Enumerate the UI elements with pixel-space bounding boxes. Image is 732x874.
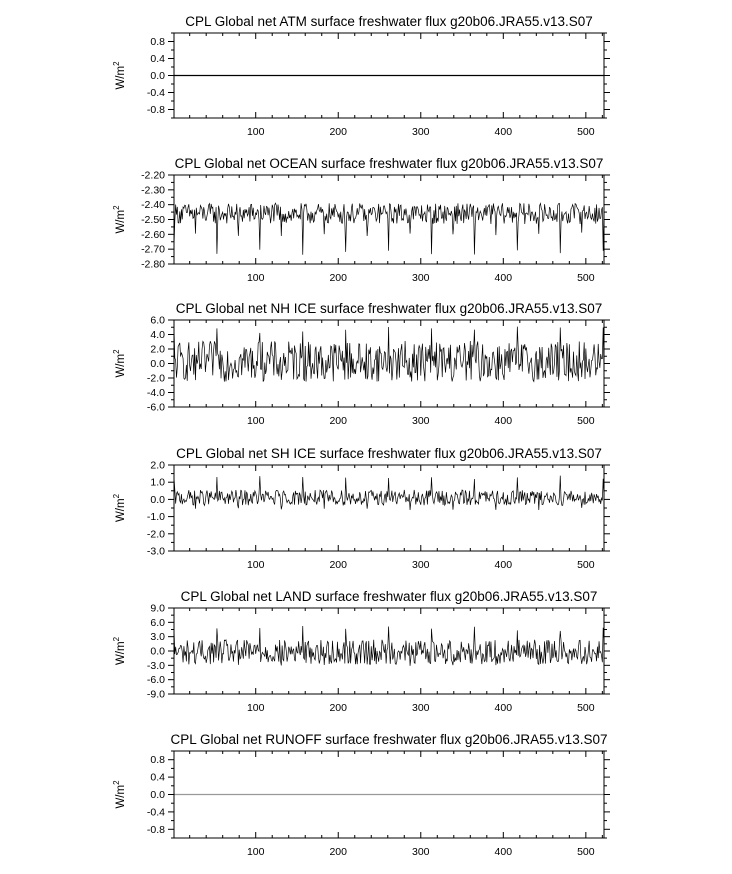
y-axis-label-unit: W/m xyxy=(115,65,127,90)
x-tick-label: 300 xyxy=(412,846,430,858)
y-tick-label: -3.0 xyxy=(146,659,165,672)
y-axis-label-superscript: 2 xyxy=(112,780,121,785)
y-tick-label: -0.4 xyxy=(146,87,165,99)
x-tick-label: 400 xyxy=(494,702,513,714)
y-tick-label: 0.0 xyxy=(150,789,165,801)
x-tick-label: 500 xyxy=(577,846,595,858)
y-tick-label: -2.0 xyxy=(146,528,165,541)
y-tick-label: 6.0 xyxy=(150,616,165,629)
y-tick-label: -6.0 xyxy=(146,674,165,687)
y-tick-label: -6.0 xyxy=(146,401,165,414)
y-axis-label-superscript: 2 xyxy=(112,205,121,210)
y-tick-label: 3.0 xyxy=(150,631,165,644)
y-axis-label-unit: W/m xyxy=(115,209,127,234)
y-tick-label: 0.0 xyxy=(150,70,165,82)
x-tick-label: 200 xyxy=(329,272,348,284)
x-tick-label: 400 xyxy=(494,415,513,427)
y-tick-label: 0.4 xyxy=(150,53,165,65)
y-tick-label: -2.50 xyxy=(141,214,165,226)
x-tick-label: 200 xyxy=(329,415,348,427)
x-tick-label: 300 xyxy=(412,272,430,284)
y-tick-label: -4.0 xyxy=(146,387,165,399)
chart-panel-5 xyxy=(112,589,610,714)
x-tick-label: 100 xyxy=(246,702,265,714)
series-line xyxy=(174,203,604,255)
y-axis-label-superscript: 2 xyxy=(112,636,121,642)
x-tick-label: 200 xyxy=(329,702,348,714)
x-tick-label: 300 xyxy=(412,559,430,571)
chart-panel-6 xyxy=(112,732,610,858)
y-axis-label-unit: W/m xyxy=(115,641,127,666)
x-tick-label: 500 xyxy=(577,126,595,138)
y-tick-label: 1.0 xyxy=(150,476,165,489)
chart-title: CPL Global net NH ICE surface freshwater flux g20b06.JRA55.v13.S07 xyxy=(175,301,603,316)
y-tick-label: 9.0 xyxy=(150,602,165,615)
y-tick-label: 2.0 xyxy=(150,343,165,356)
x-tick-label: 100 xyxy=(246,415,265,427)
y-tick-label: -2.30 xyxy=(141,184,165,197)
y-tick-label: -2.0 xyxy=(146,372,165,385)
x-tick-label: 100 xyxy=(246,846,265,858)
y-tick-label: -0.8 xyxy=(146,823,165,836)
y-tick-label: 0.0 xyxy=(150,645,165,658)
y-tick-label: 0.0 xyxy=(150,493,165,506)
y-axis-label-unit: W/m xyxy=(115,353,127,378)
y-tick-label: -1.0 xyxy=(146,511,165,524)
x-tick-label: 500 xyxy=(577,415,595,427)
y-tick-label: 0.8 xyxy=(150,36,165,48)
y-tick-label: -0.8 xyxy=(146,104,165,116)
y-axis-label xyxy=(112,349,127,378)
chart-title: CPL Global net OCEAN surface freshwater flux g20b06.JRA55.v13.S07 xyxy=(174,156,604,171)
y-tick-label: -2.70 xyxy=(141,243,165,256)
x-tick-label: 400 xyxy=(494,846,513,858)
chart-panel-1 xyxy=(112,14,610,138)
y-tick-label: 0.0 xyxy=(150,358,165,370)
y-tick-label: -2.20 xyxy=(141,169,165,182)
y-axis-label xyxy=(112,205,127,234)
chart-title: CPL Global net ATM surface freshwater flux g20b06.JRA55.v13.S07 xyxy=(185,14,593,29)
y-tick-label: -2.80 xyxy=(141,258,165,271)
y-tick-label: 0.8 xyxy=(150,754,165,767)
y-axis-label xyxy=(112,780,127,809)
series-line xyxy=(174,327,604,382)
x-tick-label: 500 xyxy=(577,559,595,571)
y-axis-label-unit: W/m xyxy=(115,498,127,523)
y-tick-label: 4.0 xyxy=(150,329,165,341)
chart-title: CPL Global net RUNOFF surface freshwater flux g20b06.JRA55.v13.S07 xyxy=(170,732,608,747)
x-tick-label: 100 xyxy=(246,272,265,284)
y-tick-label: -3.0 xyxy=(146,545,165,558)
y-axis-label-superscript: 2 xyxy=(112,61,121,66)
y-tick-label: 2.0 xyxy=(150,459,165,472)
x-tick-label: 500 xyxy=(577,272,595,284)
x-tick-label: 400 xyxy=(494,559,513,571)
chart-panel-2 xyxy=(112,156,610,284)
chart-panel-4 xyxy=(112,446,610,571)
x-tick-label: 200 xyxy=(329,126,348,138)
chart-panel-3 xyxy=(112,301,610,427)
y-tick-label: -0.4 xyxy=(146,806,165,819)
x-tick-label: 400 xyxy=(494,272,513,284)
x-tick-label: 300 xyxy=(412,415,430,427)
y-tick-label: -2.60 xyxy=(141,228,165,241)
y-axis-label xyxy=(112,636,127,665)
y-axis-label-unit: W/m xyxy=(115,784,127,809)
y-axis-label xyxy=(112,493,127,522)
x-tick-label: 200 xyxy=(329,846,348,858)
y-tick-label: -2.40 xyxy=(141,199,165,212)
y-tick-label: 6.0 xyxy=(150,314,165,327)
x-tick-label: 400 xyxy=(494,126,513,138)
series-line xyxy=(174,626,604,666)
y-tick-label: -9.0 xyxy=(146,688,165,701)
x-tick-label: 300 xyxy=(412,702,430,714)
y-axis-label xyxy=(112,61,127,90)
chart-title: CPL Global net LAND surface freshwater flux g20b06.JRA55.v13.S07 xyxy=(180,589,598,604)
y-axis-label-superscript: 2 xyxy=(112,349,121,354)
series-line xyxy=(174,476,604,510)
x-tick-label: 500 xyxy=(577,702,595,714)
x-tick-label: 100 xyxy=(246,126,265,138)
x-tick-label: 100 xyxy=(246,559,265,571)
x-tick-label: 300 xyxy=(412,126,430,138)
y-axis-label-superscript: 2 xyxy=(112,493,121,499)
y-tick-label: 0.4 xyxy=(150,771,165,784)
chart-title: CPL Global net SH ICE surface freshwater flux g20b06.JRA55.v13.S07 xyxy=(176,446,602,461)
x-tick-label: 200 xyxy=(329,559,348,571)
